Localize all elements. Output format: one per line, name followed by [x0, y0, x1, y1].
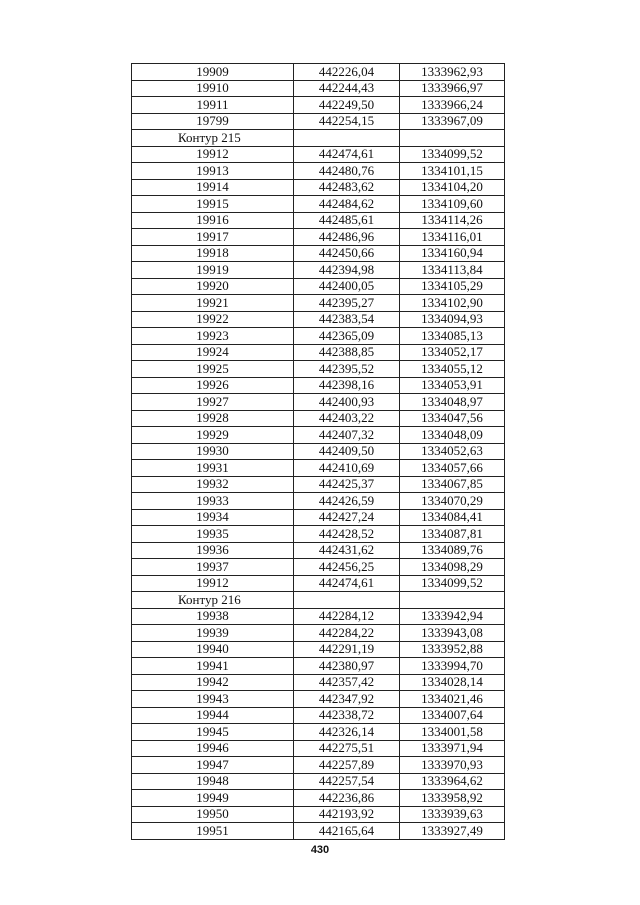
y-coordinate-cell: 1334007,64 [400, 707, 505, 724]
table-row [132, 97, 505, 114]
x-coordinate-cell: 442244,43 [294, 80, 400, 97]
y-coordinate-cell: 1333943,08 [400, 625, 505, 642]
x-coordinate-cell: 442474,61 [294, 575, 400, 592]
contour-header-row [132, 592, 505, 609]
x-coordinate-cell: 442338,72 [294, 707, 400, 724]
point-id-cell: 19943 [132, 691, 294, 708]
x-coordinate-cell: 442284,22 [294, 625, 400, 642]
x-coordinate-cell: 442431,62 [294, 542, 400, 559]
x-coordinate-cell: 442357,42 [294, 674, 400, 691]
y-coordinate-cell: 1334114,26 [400, 212, 505, 229]
table-row [132, 625, 505, 642]
y-coordinate-cell: 1334109,60 [400, 196, 505, 213]
table-row [132, 608, 505, 625]
x-coordinate-cell: 442483,62 [294, 179, 400, 196]
y-coordinate-cell: 1334101,15 [400, 163, 505, 180]
table-row [132, 295, 505, 312]
point-id-cell: 19934 [132, 509, 294, 526]
point-id-cell: 19932 [132, 476, 294, 493]
table-row [132, 328, 505, 345]
point-id-cell: 19922 [132, 311, 294, 328]
table-row [132, 146, 505, 163]
y-coordinate-cell: 1334057,66 [400, 460, 505, 477]
x-coordinate-cell: 442284,12 [294, 608, 400, 625]
table-row [132, 542, 505, 559]
y-coordinate-cell: 1333939,63 [400, 806, 505, 823]
table-row [132, 641, 505, 658]
x-coordinate-cell: 442425,37 [294, 476, 400, 493]
contour-label: Контур 216 [132, 592, 294, 609]
y-coordinate-cell: 1333966,24 [400, 97, 505, 114]
x-coordinate-cell: 442474,61 [294, 146, 400, 163]
contour-label: Контур 215 [132, 130, 294, 147]
table-row [132, 691, 505, 708]
table-row [132, 245, 505, 262]
table-row [132, 64, 505, 81]
table-row [132, 394, 505, 411]
x-coordinate-cell: 442383,54 [294, 311, 400, 328]
x-coordinate-cell: 442427,24 [294, 509, 400, 526]
table-row [132, 179, 505, 196]
table-row [132, 658, 505, 675]
point-id-cell: 19910 [132, 80, 294, 97]
y-coordinate-cell: 1334001,58 [400, 724, 505, 741]
y-coordinate-cell: 1333967,09 [400, 113, 505, 130]
y-coordinate-cell: 1334160,94 [400, 245, 505, 262]
x-coordinate-cell: 442409,50 [294, 443, 400, 460]
table-row [132, 427, 505, 444]
table-row [132, 311, 505, 328]
x-coordinate-cell: 442485,61 [294, 212, 400, 229]
table-row [132, 410, 505, 427]
y-coordinate-cell: 1334104,20 [400, 179, 505, 196]
point-id-cell: 19942 [132, 674, 294, 691]
y-coordinate-cell: 1333942,94 [400, 608, 505, 625]
point-id-cell: 19927 [132, 394, 294, 411]
point-id-cell: 19914 [132, 179, 294, 196]
table-row [132, 361, 505, 378]
y-coordinate-cell: 1334087,81 [400, 526, 505, 543]
empty-cell [400, 130, 505, 147]
y-coordinate-cell: 1334028,14 [400, 674, 505, 691]
point-id-cell: 19915 [132, 196, 294, 213]
x-coordinate-cell: 442486,96 [294, 229, 400, 246]
table-row [132, 773, 505, 790]
y-coordinate-cell: 1334048,97 [400, 394, 505, 411]
y-coordinate-cell: 1333970,93 [400, 757, 505, 774]
x-coordinate-cell: 442326,14 [294, 724, 400, 741]
table-row [132, 344, 505, 361]
x-coordinate-cell: 442426,59 [294, 493, 400, 510]
table-row [132, 229, 505, 246]
point-id-cell: 19799 [132, 113, 294, 130]
x-coordinate-cell: 442236,86 [294, 790, 400, 807]
y-coordinate-cell: 1333952,88 [400, 641, 505, 658]
x-coordinate-cell: 442388,85 [294, 344, 400, 361]
coordinates-table-body [132, 64, 505, 840]
point-id-cell: 19909 [132, 64, 294, 81]
page-number: 430 [310, 844, 330, 856]
x-coordinate-cell: 442480,76 [294, 163, 400, 180]
point-id-cell: 19912 [132, 146, 294, 163]
y-coordinate-cell: 1333971,94 [400, 740, 505, 757]
point-id-cell: 19911 [132, 97, 294, 114]
x-coordinate-cell: 442394,98 [294, 262, 400, 279]
y-coordinate-cell: 1334099,52 [400, 575, 505, 592]
y-coordinate-cell: 1334099,52 [400, 146, 505, 163]
x-coordinate-cell: 442347,92 [294, 691, 400, 708]
y-coordinate-cell: 1333994,70 [400, 658, 505, 675]
coordinates-table [131, 63, 505, 840]
table-row [132, 196, 505, 213]
y-coordinate-cell: 1334098,29 [400, 559, 505, 576]
table-row [132, 278, 505, 295]
point-id-cell: 19941 [132, 658, 294, 675]
point-id-cell: 19951 [132, 823, 294, 840]
point-id-cell: 19946 [132, 740, 294, 757]
y-coordinate-cell: 1334113,84 [400, 262, 505, 279]
point-id-cell: 19916 [132, 212, 294, 229]
point-id-cell: 19919 [132, 262, 294, 279]
table-row [132, 806, 505, 823]
x-coordinate-cell: 442395,52 [294, 361, 400, 378]
empty-cell [294, 130, 400, 147]
point-id-cell: 19928 [132, 410, 294, 427]
y-coordinate-cell: 1334089,76 [400, 542, 505, 559]
point-id-cell: 19920 [132, 278, 294, 295]
x-coordinate-cell: 442400,05 [294, 278, 400, 295]
point-id-cell: 19945 [132, 724, 294, 741]
y-coordinate-cell: 1334053,91 [400, 377, 505, 394]
y-coordinate-cell: 1333927,49 [400, 823, 505, 840]
table-row [132, 80, 505, 97]
x-coordinate-cell: 442257,54 [294, 773, 400, 790]
table-row [132, 575, 505, 592]
point-id-cell: 19917 [132, 229, 294, 246]
table-row [132, 823, 505, 840]
x-coordinate-cell: 442291,19 [294, 641, 400, 658]
y-coordinate-cell: 1333966,97 [400, 80, 505, 97]
x-coordinate-cell: 442395,27 [294, 295, 400, 312]
point-id-cell: 19918 [132, 245, 294, 262]
point-id-cell: 19921 [132, 295, 294, 312]
table-row [132, 707, 505, 724]
point-id-cell: 19923 [132, 328, 294, 345]
x-coordinate-cell: 442365,09 [294, 328, 400, 345]
point-id-cell: 19947 [132, 757, 294, 774]
y-coordinate-cell: 1334052,17 [400, 344, 505, 361]
point-id-cell: 19949 [132, 790, 294, 807]
table-row [132, 559, 505, 576]
table-row [132, 163, 505, 180]
point-id-cell: 19929 [132, 427, 294, 444]
y-coordinate-cell: 1334052,63 [400, 443, 505, 460]
y-coordinate-cell: 1334085,13 [400, 328, 505, 345]
empty-cell [294, 592, 400, 609]
point-id-cell: 19936 [132, 542, 294, 559]
x-coordinate-cell: 442249,50 [294, 97, 400, 114]
y-coordinate-cell: 1334047,56 [400, 410, 505, 427]
table-row [132, 674, 505, 691]
table-row [132, 212, 505, 229]
y-coordinate-cell: 1334102,90 [400, 295, 505, 312]
point-id-cell: 19950 [132, 806, 294, 823]
x-coordinate-cell: 442450,66 [294, 245, 400, 262]
y-coordinate-cell: 1334094,93 [400, 311, 505, 328]
empty-cell [400, 592, 505, 609]
x-coordinate-cell: 442484,62 [294, 196, 400, 213]
y-coordinate-cell: 1334070,29 [400, 493, 505, 510]
point-id-cell: 19935 [132, 526, 294, 543]
table-row [132, 509, 505, 526]
table-row [132, 262, 505, 279]
point-id-cell: 19926 [132, 377, 294, 394]
point-id-cell: 19940 [132, 641, 294, 658]
table-row [132, 476, 505, 493]
y-coordinate-cell: 1333962,93 [400, 64, 505, 81]
x-coordinate-cell: 442254,15 [294, 113, 400, 130]
point-id-cell: 19925 [132, 361, 294, 378]
point-id-cell: 19933 [132, 493, 294, 510]
x-coordinate-cell: 442275,51 [294, 740, 400, 757]
point-id-cell: 19930 [132, 443, 294, 460]
table-row [132, 526, 505, 543]
point-id-cell: 19912 [132, 575, 294, 592]
y-coordinate-cell: 1334105,29 [400, 278, 505, 295]
x-coordinate-cell: 442407,32 [294, 427, 400, 444]
table-row [132, 757, 505, 774]
point-id-cell: 19948 [132, 773, 294, 790]
x-coordinate-cell: 442400,93 [294, 394, 400, 411]
y-coordinate-cell: 1334067,85 [400, 476, 505, 493]
y-coordinate-cell: 1334021,46 [400, 691, 505, 708]
table-row [132, 443, 505, 460]
point-id-cell: 19939 [132, 625, 294, 642]
x-coordinate-cell: 442456,25 [294, 559, 400, 576]
table-row [132, 740, 505, 757]
x-coordinate-cell: 442428,52 [294, 526, 400, 543]
x-coordinate-cell: 442410,69 [294, 460, 400, 477]
table-row [132, 460, 505, 477]
point-id-cell: 19931 [132, 460, 294, 477]
x-coordinate-cell: 442398,16 [294, 377, 400, 394]
x-coordinate-cell: 442257,89 [294, 757, 400, 774]
y-coordinate-cell: 1333958,92 [400, 790, 505, 807]
point-id-cell: 19938 [132, 608, 294, 625]
table-row [132, 724, 505, 741]
table-row [132, 493, 505, 510]
x-coordinate-cell: 442226,04 [294, 64, 400, 81]
point-id-cell: 19944 [132, 707, 294, 724]
y-coordinate-cell: 1333964,62 [400, 773, 505, 790]
y-coordinate-cell: 1334048,09 [400, 427, 505, 444]
x-coordinate-cell: 442165,64 [294, 823, 400, 840]
table-row [132, 790, 505, 807]
table-row [132, 113, 505, 130]
y-coordinate-cell: 1334084,41 [400, 509, 505, 526]
point-id-cell: 19913 [132, 163, 294, 180]
x-coordinate-cell: 442193,92 [294, 806, 400, 823]
point-id-cell: 19937 [132, 559, 294, 576]
x-coordinate-cell: 442403,22 [294, 410, 400, 427]
table-row [132, 377, 505, 394]
y-coordinate-cell: 1334116,01 [400, 229, 505, 246]
point-id-cell: 19924 [132, 344, 294, 361]
x-coordinate-cell: 442380,97 [294, 658, 400, 675]
contour-header-row [132, 130, 505, 147]
y-coordinate-cell: 1334055,12 [400, 361, 505, 378]
